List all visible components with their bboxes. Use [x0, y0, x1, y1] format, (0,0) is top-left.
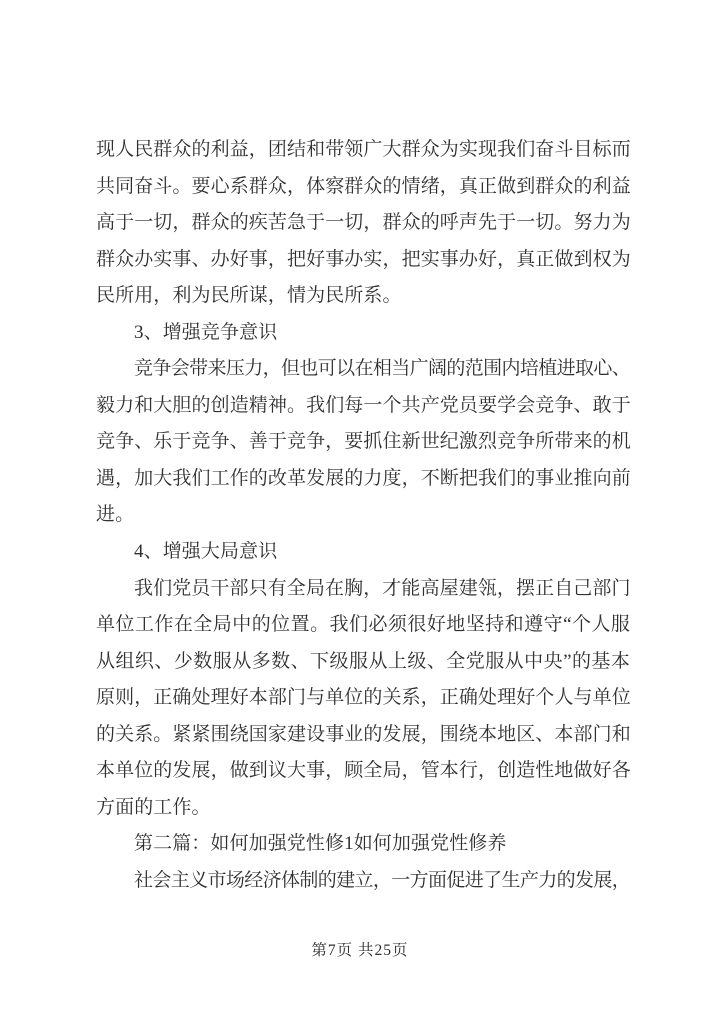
text-line: 竞争、乐于竞争、善于竞争，要抓住新世纪激烈竞争所带来的机: [96, 431, 631, 453]
text-line: 本单位的发展，做到议大事，顾全局，管本行，创造性地做好各: [96, 760, 631, 782]
text-line: 现人民群众的利益，团结和带领广大群众为实现我们奋斗目标而: [96, 139, 631, 160]
text-line: 民所用，利为民所谋，情为民所系。: [96, 285, 402, 307]
paragraph: [96, 826, 630, 863]
text-line: 从组织、少数服从多数、下级服从上级、全党服从中央”的基本: [96, 650, 630, 672]
text-line: 遇，加大我们工作的改革发展的力度，不断把我们的事业推向前: [96, 467, 631, 489]
text-line: 方面的工作。: [96, 796, 211, 818]
text-line: 共同奋斗。要心系群众，体察群众的情绪，真正做到群众的利益: [96, 175, 631, 197]
text-line: 我们党员干部只有全局在胸，才能高屋建瓴，摆正自己部门: [134, 577, 631, 599]
text-line: 高于一切，群众的疾苦急于一切，群众的呼声先于一切。努力为: [96, 212, 631, 234]
paragraph: [96, 132, 630, 315]
section-heading: 第二篇：如何加强党性修1如何加强党性修养: [134, 833, 507, 855]
paragraph: [96, 315, 630, 352]
paragraph: [96, 534, 630, 571]
text-line: 毅力和大胆的创造精神。我们每一个共产党员要学会竞争、敢于: [96, 394, 631, 416]
section-heading: 4、增强大局意识: [134, 541, 278, 563]
paragraph: [96, 571, 630, 827]
text-line: 的关系。紧紧围绕国家建设事业的发展，围绕本地区、本部门和: [96, 723, 631, 745]
paragraph: [96, 863, 630, 900]
document-body: [96, 132, 630, 899]
text-line: 原则，正确处理好本部门与单位的关系，正确处理好个人与单位: [96, 687, 631, 709]
section-heading: 3、增强竞争意识: [134, 321, 278, 343]
text-line: 群众办实事、办好事，把好事办实，把实事办好，真正做到权为: [96, 248, 631, 270]
text-line: 单位工作在全局中的位置。我们必须很好地坚持和遵守“个人服: [96, 614, 630, 636]
page-number: 第7页 共25页: [311, 942, 409, 959]
paragraph: [96, 351, 630, 534]
text-line: 社会主义市场经济体制的建立，一方面促进了生产力的发展，: [134, 869, 630, 891]
text-line: 进。: [96, 504, 135, 526]
text-line: 竞争会带来压力，但也可以在相当广阔的范围内培植进取心、: [134, 358, 630, 380]
